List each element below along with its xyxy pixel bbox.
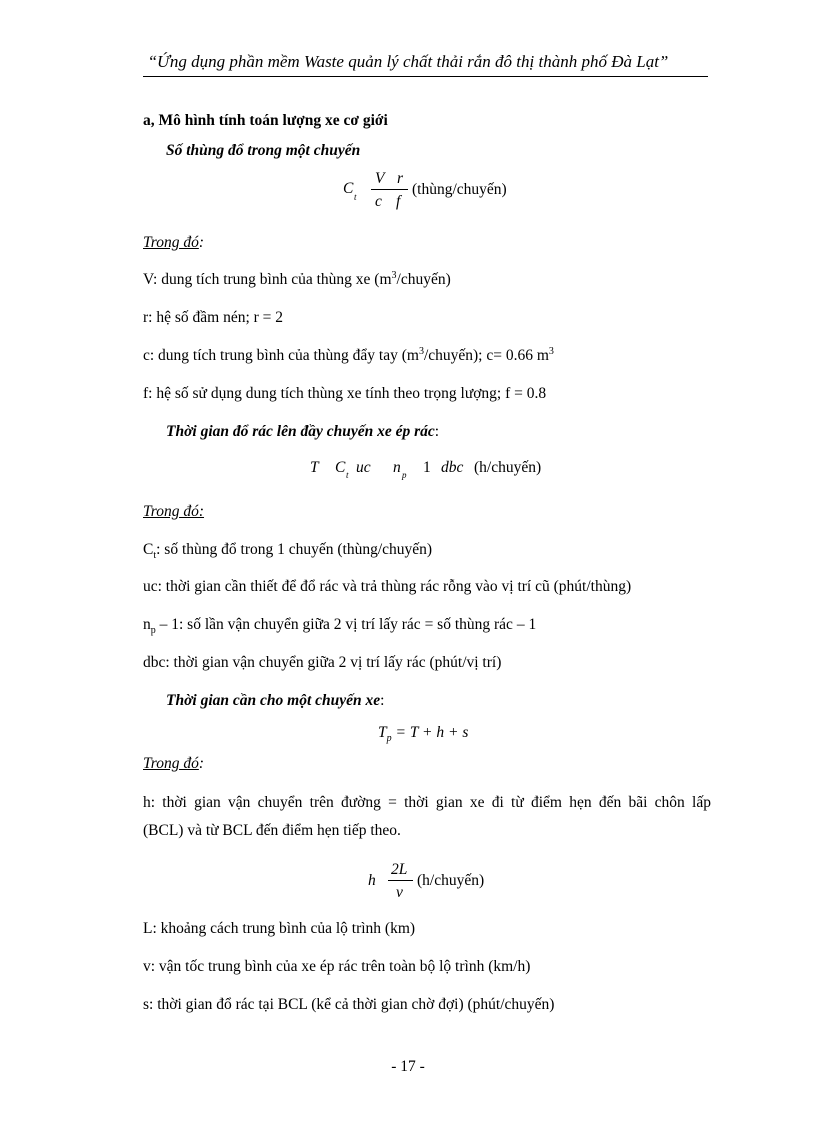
def-f: f: hệ số sử dụng dung tích thùng xe tính theo trọng lượng; f = 0.8 xyxy=(143,385,547,402)
formula-tp-lhs: T xyxy=(378,724,387,741)
def-h-line2: (BCL) và từ BCL đến điểm hẹn tiếp theo. xyxy=(143,822,401,839)
subheading-trip-time-colon: : xyxy=(380,692,385,709)
def-s: s: thời gian đổ rác tại BCL (kể cả thời gian chờ đợi) (phút/chuyến) xyxy=(143,996,555,1013)
formula-tp-rhs: = T + h + s xyxy=(391,724,469,741)
def-v xyxy=(143,271,451,289)
def-dbc: dbc: thời gian vận chuyển giữa 2 vị trí lấy rác (phút/vị trí) xyxy=(143,654,502,671)
def-np-sub: p xyxy=(150,625,156,637)
subheading-trip-time xyxy=(166,692,384,710)
formula-t-dbc: dbc xyxy=(441,459,464,476)
def-np-post: – 1: số lần vận chuyển giữa 2 vị trí lấy rác = số thùng rác – 1 xyxy=(155,616,537,633)
formula-tp-sub: p xyxy=(386,733,392,745)
formula-ct-fraction-line xyxy=(371,189,408,190)
where-label-3-text: Trong đó xyxy=(143,755,199,772)
def-v-pre: V: dung tích trung bình của thùng xe (m xyxy=(143,271,392,288)
where-label-2: Trong đó: xyxy=(143,503,205,520)
def-c xyxy=(143,347,554,365)
running-header: “Ứng dụng phần mềm Waste quản lý chất thải rắn đô thị thành phố Đà Lạt” xyxy=(147,52,669,71)
def-ct-post: : số thùng đổ trong 1 chuyến (thùng/chuyến) xyxy=(156,541,433,558)
def-c-pre: c: dung tích trung bình của thùng đẩy tay (m xyxy=(143,347,419,364)
def-ct-sub: t xyxy=(153,550,157,562)
header-rule xyxy=(143,76,708,77)
def-h-line1: h: thời gian vận chuyển trên đường = thời gian xe đi từ điểm hẹn đến bãi chôn lấp xyxy=(143,794,711,811)
formula-h-fraction-line xyxy=(388,880,413,881)
def-vel: v: vận tốc trung bình của xe ép rác trên toàn bộ lộ trình (km/h) xyxy=(143,958,531,975)
subheading-containers-per-trip: Số thùng đổ trong một chuyến xyxy=(166,142,361,159)
def-v-sup: 3 xyxy=(391,269,397,281)
formula-t-ct: C xyxy=(335,459,346,476)
formula-t-lhs: T xyxy=(310,459,319,476)
where-label-1-colon: : xyxy=(198,234,205,251)
def-l: L: khoảng cách trung bình của lộ trình (km) xyxy=(143,920,416,937)
formula-t-np-sub: p xyxy=(402,470,407,480)
where-label-3 xyxy=(143,755,204,773)
formula-t-one: 1 xyxy=(423,459,431,476)
subheading-fill-time-colon: : xyxy=(434,423,440,440)
subheading-fill-time xyxy=(166,423,439,441)
formula-ct-num-r: r xyxy=(397,170,404,187)
formula-ct-den-c: c xyxy=(375,193,382,210)
subheading-trip-time-text: Thời gian cần cho một chuyến xe xyxy=(166,692,381,709)
def-ct-pre: C xyxy=(143,541,154,558)
formula-h-num: 2L xyxy=(391,861,408,878)
formula-h-unit: (h/chuyến) xyxy=(417,872,485,889)
def-uc: uc: thời gian cần thiết để đổ rác và trả thùng rác rỗng vào vị trí cũ (phút/thùng) xyxy=(143,578,632,595)
formula-t-np: n xyxy=(393,459,401,476)
where-label-3-colon: : xyxy=(198,755,205,772)
def-v-post: /chuyến) xyxy=(396,271,451,288)
formula-t-uc: uc xyxy=(356,459,371,476)
formula-ct-num-v: V xyxy=(375,170,385,187)
formula-t-unit: (h/chuyến) xyxy=(474,459,542,476)
formula-ct-unit: (thùng/chuyến) xyxy=(412,181,507,198)
where-label-1 xyxy=(143,234,204,252)
where-label-1-text: Trong đó xyxy=(143,234,199,251)
def-ct xyxy=(143,541,433,562)
formula-ct-lhs: C xyxy=(343,180,354,197)
section-heading: a, Mô hình tính toán lượng xe cơ giới xyxy=(143,112,388,129)
formula-h-den: v xyxy=(396,884,403,901)
def-c-mid: /chuyến); c= 0.66 m xyxy=(423,347,549,364)
formula-ct-den-f: f xyxy=(396,193,401,210)
def-c-sup2: 3 xyxy=(548,345,554,357)
def-np xyxy=(143,616,537,637)
page-number: - 17 - xyxy=(391,1058,425,1075)
formula-t-ct-sub: t xyxy=(346,470,349,480)
formula-ct-lhs-sub: t xyxy=(354,192,357,202)
def-r: r: hệ số đầm nén; r = 2 xyxy=(143,309,284,326)
formula-h-lhs: h xyxy=(368,872,376,889)
subheading-fill-time-text: Thời gian đổ rác lên đầy chuyến xe ép rác xyxy=(166,423,435,440)
def-np-pre: n xyxy=(143,616,151,633)
def-c-sup1: 3 xyxy=(418,345,424,357)
formula-tp xyxy=(378,724,469,745)
